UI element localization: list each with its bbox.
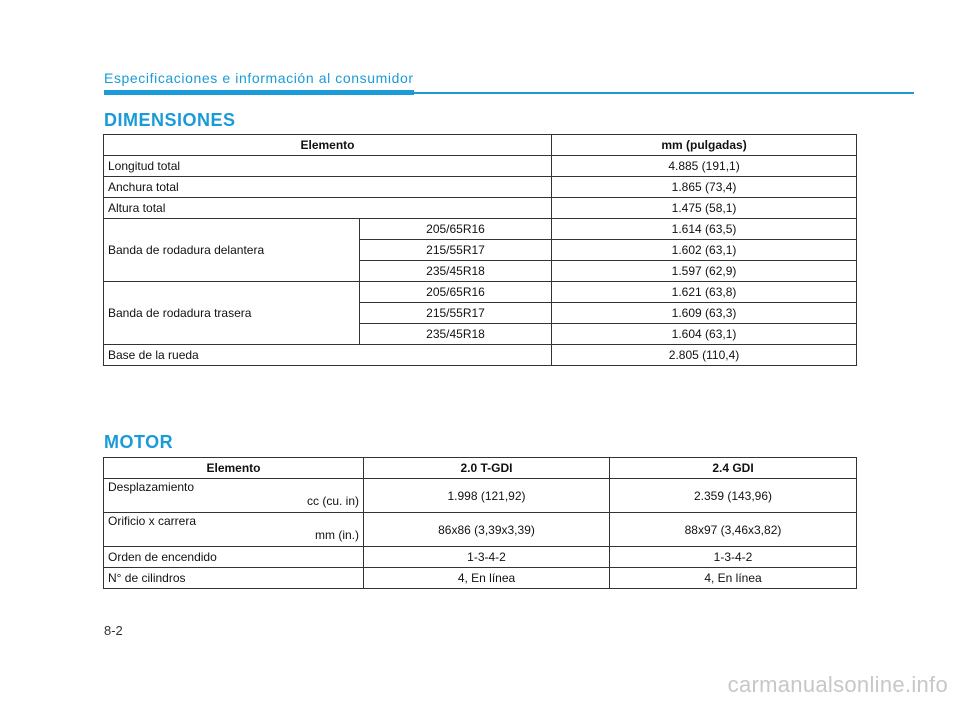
row-label-cell	[104, 513, 364, 547]
column-header-engine-2: 2.4 GDI	[610, 458, 857, 479]
row-value: 2.805 (110,4)	[552, 345, 857, 366]
row-unit: mm (in.)	[315, 528, 359, 542]
row-value: 4.885 (191,1)	[552, 156, 857, 177]
table-row	[104, 282, 857, 303]
tire-size: 205/65R16	[360, 219, 552, 240]
dimensions-table	[103, 134, 857, 366]
table-row	[104, 198, 857, 219]
section-header-title: Especificaciones e información al consumidor	[104, 70, 414, 86]
table-row	[104, 345, 857, 366]
header-accent-bar	[104, 90, 414, 95]
row-value: 1-3-4-2	[610, 547, 857, 568]
row-label-cell	[104, 479, 364, 513]
table-row	[104, 568, 857, 589]
table-row	[104, 219, 857, 240]
front-tread-label: Banda de rodadura delantera	[104, 219, 360, 282]
header-rule	[414, 92, 914, 94]
row-value: 2.359 (143,96)	[610, 479, 857, 513]
row-value: 1.865 (73,4)	[552, 177, 857, 198]
row-value: 88x97 (3,46x3,82)	[610, 513, 857, 547]
row-label: Orificio x carrera	[108, 514, 197, 528]
motor-table	[103, 457, 857, 589]
tire-size: 215/55R17	[360, 240, 552, 261]
row-value: 1.475 (58,1)	[552, 198, 857, 219]
row-label: Base de la rueda	[104, 345, 552, 366]
tire-size: 205/65R16	[360, 282, 552, 303]
row-value: 1.998 (121,92)	[364, 479, 610, 513]
table-row	[104, 479, 857, 513]
row-value: 1-3-4-2	[364, 547, 610, 568]
row-value: 4, En línea	[364, 568, 610, 589]
row-label: Longitud total	[104, 156, 552, 177]
column-header-value: mm (pulgadas)	[552, 135, 857, 156]
motor-title: MOTOR	[104, 432, 174, 452]
row-value: 1.597 (62,9)	[552, 261, 857, 282]
column-header-engine-1: 2.0 T-GDI	[364, 458, 610, 479]
row-label: N° de cilindros	[104, 568, 364, 589]
row-label: Anchura total	[104, 177, 552, 198]
row-label: Orden de encendido	[104, 547, 364, 568]
table-header-row	[104, 458, 857, 479]
row-value: 1.602 (63,1)	[552, 240, 857, 261]
tire-size: 235/45R18	[360, 261, 552, 282]
table-row	[104, 547, 857, 568]
watermark-text: carmanualsonline.info	[727, 672, 948, 697]
table-row	[104, 177, 857, 198]
page-number: 8-2	[104, 623, 123, 638]
row-label: Desplazamiento	[108, 480, 195, 494]
tire-size: 235/45R18	[360, 324, 552, 345]
table-row	[104, 513, 857, 547]
row-value: 1.604 (63,1)	[552, 324, 857, 345]
column-header-element: Elemento	[104, 458, 364, 479]
rear-tread-label: Banda de rodadura trasera	[104, 282, 360, 345]
dimensions-title: DIMENSIONES	[104, 110, 236, 130]
row-unit: cc (cu. in)	[306, 494, 359, 508]
row-label: Altura total	[104, 198, 552, 219]
table-header-row	[104, 135, 857, 156]
table-row	[104, 156, 857, 177]
row-value: 1.609 (63,3)	[552, 303, 857, 324]
row-value: 1.614 (63,5)	[552, 219, 857, 240]
row-value: 86x86 (3,39x3,39)	[364, 513, 610, 547]
row-value: 1.621 (63,8)	[552, 282, 857, 303]
row-value: 4, En línea	[610, 568, 857, 589]
column-header-element: Elemento	[104, 135, 552, 156]
tire-size: 215/55R17	[360, 303, 552, 324]
